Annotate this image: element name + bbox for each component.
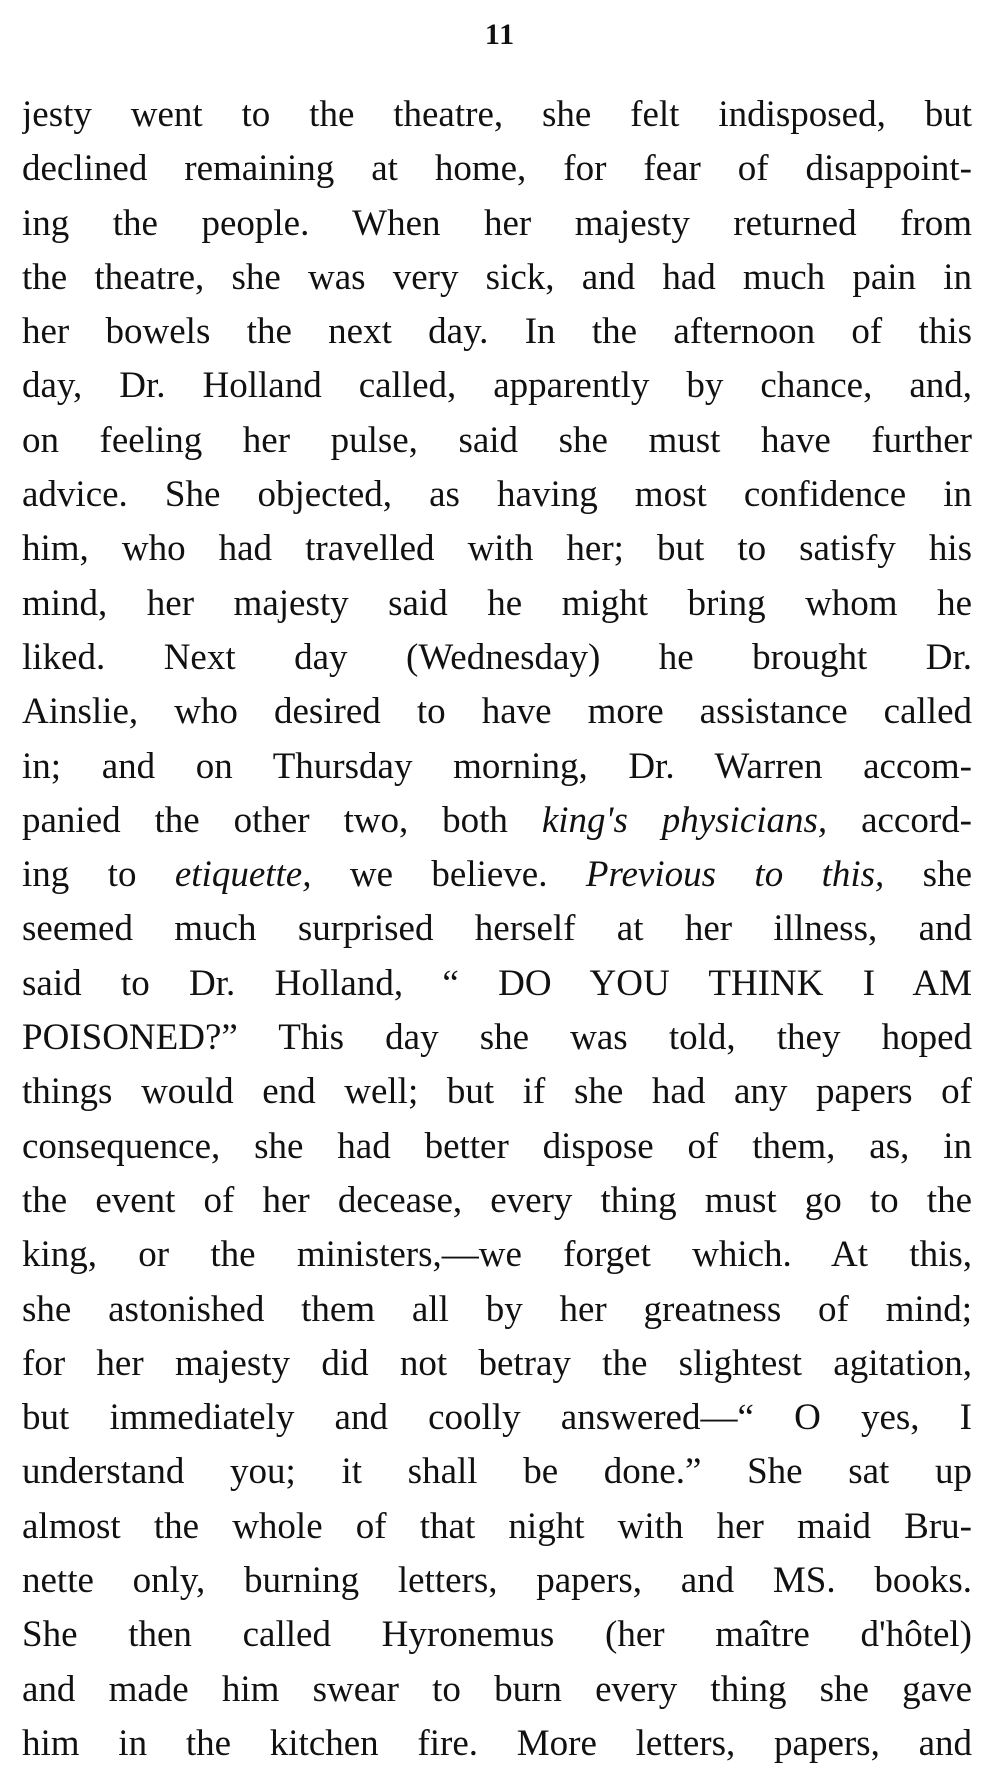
text-line: Ainslie, who desired to have more assistance called (22, 691, 972, 733)
text-line: on feeling her pulse, said she must have further (22, 419, 972, 461)
text-line: day, Dr. Holland called, apparently by chance, and, (22, 365, 972, 407)
italic-text: king's physicians, (541, 799, 828, 841)
text-line: seemed much surprised herself at her illness, and (22, 908, 972, 950)
text-line: in; and on Thursday morning, Dr. Warren accom- (22, 745, 972, 787)
text-line: things would end well; but if she had any papers of (22, 1071, 972, 1113)
text-line: POISONED?” This day she was told, they hoped (22, 1017, 972, 1059)
text-line: her bowels the next day. In the afternoon of this (22, 311, 972, 353)
text-line: mind, her majesty said he might bring whom he (22, 582, 972, 624)
text-line: liked. Next day (Wednesday) he brought Dr. (22, 636, 972, 678)
text-line: king, or the ministers,—we forget which. At this, (22, 1234, 972, 1276)
text-line: consequence, she had better dispose of them, as, in (22, 1125, 972, 1167)
text-line: the theatre, she was very sick, and had much pain in (22, 256, 972, 298)
text-line: but immediately and coolly answered—“ O yes, I (22, 1397, 972, 1439)
text-line: him in the kitchen fire. More letters, papers, and (22, 1722, 972, 1764)
text-line: and made him swear to burn every thing she gave (22, 1668, 972, 1710)
text-line: jesty went to the theatre, she felt indisposed, but (22, 94, 972, 135)
text-line: She then called Hyronemus (her maître d'hôtel) (22, 1614, 972, 1656)
text-line: understand you; it shall be done.” She sat up (22, 1451, 972, 1493)
text-line: the event of her decease, every thing must go to the (22, 1179, 972, 1221)
text-line: almost the whole of that night with her maid Bru- (22, 1505, 972, 1547)
text-line: him, who had travelled with her; but to satisfy his (22, 528, 972, 570)
body-text (22, 88, 972, 1771)
text-line: for her majesty did not betray the slightest agitation, (22, 1342, 972, 1384)
italic-text: etiquette, (174, 854, 312, 896)
italic-text: Previous to this, (585, 854, 885, 896)
text-line: said to Dr. Holland, “ DO YOU THINK I AM (22, 962, 972, 1004)
page-number: 11 (484, 18, 516, 51)
text-line: nette only, burning letters, papers, and MS. books. (22, 1560, 972, 1602)
text-line: ing the people. When her majesty returned from (22, 202, 972, 244)
text-line: declined remaining at home, for fear of disappoint- (22, 148, 972, 190)
text-line: she astonished them all by her greatness of mind; (22, 1288, 972, 1330)
text-line: advice. She objected, as having most confidence in (22, 474, 972, 516)
text-line: ing to etiquette, we believe. Previous to this, she (22, 854, 972, 896)
text-line: panied the other two, both king's physicians, accord- (22, 799, 972, 841)
